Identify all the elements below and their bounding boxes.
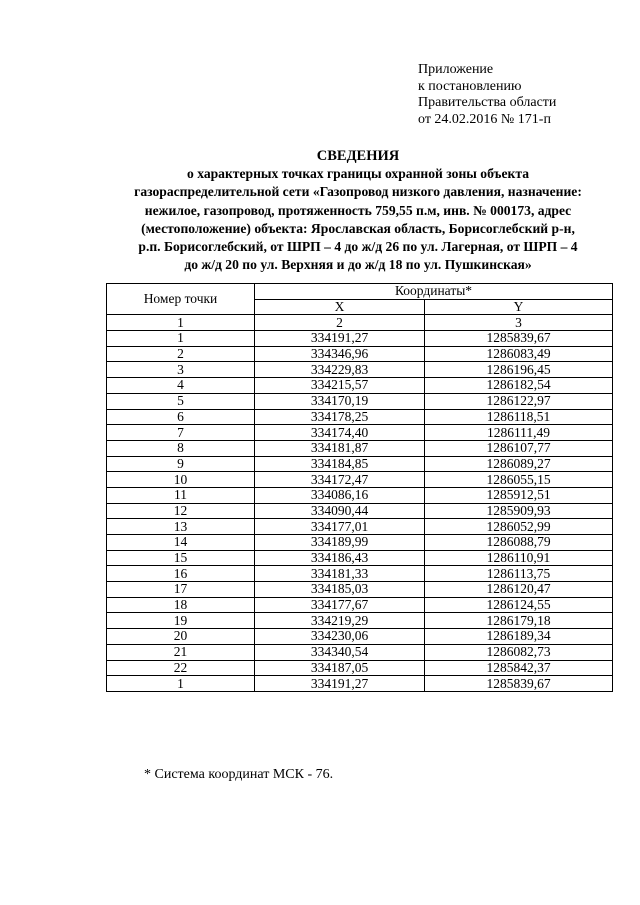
point-number-cell: 8 <box>107 440 255 456</box>
header-coordinates: Координаты* <box>255 284 613 300</box>
y-coordinate-cell: 1286182,54 <box>425 378 613 394</box>
table-row <box>107 676 613 692</box>
table-row <box>107 409 613 425</box>
point-number-cell: 18 <box>107 597 255 613</box>
appendix-line: Приложение <box>418 62 494 77</box>
x-coordinate-cell: 334170,19 <box>255 393 425 409</box>
table-row <box>107 472 613 488</box>
y-coordinate-cell: 1286052,99 <box>425 519 613 535</box>
y-coordinate-cell: 1285909,93 <box>425 503 613 519</box>
y-coordinate-cell: 1286196,45 <box>425 362 613 378</box>
point-number-cell: 6 <box>107 409 255 425</box>
point-number-cell: 10 <box>107 472 255 488</box>
point-number-cell: 21 <box>107 644 255 660</box>
table-row <box>107 331 613 347</box>
y-coordinate-cell: 1286088,79 <box>425 535 613 551</box>
header-y: Y <box>425 299 613 315</box>
heading-line: о характерных точках границы охранной зоны объекта <box>187 166 529 181</box>
x-coordinate-cell: 334219,29 <box>255 613 425 629</box>
point-number-cell: 2 <box>107 346 255 362</box>
x-coordinate-cell: 334346,96 <box>255 346 425 362</box>
point-number-cell: 4 <box>107 378 255 394</box>
table-row <box>107 456 613 472</box>
appendix-line: к постановлению <box>418 78 522 94</box>
y-coordinate-cell: 1285839,67 <box>425 676 613 692</box>
index-cell: 3 <box>425 315 613 331</box>
index-cell: 1 <box>107 315 255 331</box>
table-row <box>107 362 613 378</box>
table-row <box>107 644 613 660</box>
point-number-cell: 17 <box>107 582 255 598</box>
table-row <box>107 440 613 456</box>
heading-line: нежилое, газопровод, протяженность 759,55 п.м, инв. № 000173, адрес <box>144 202 572 218</box>
point-number-cell: 7 <box>107 425 255 441</box>
x-coordinate-cell: 334181,87 <box>255 440 425 456</box>
y-coordinate-cell: 1286122,97 <box>425 393 613 409</box>
x-coordinate-cell: 334189,99 <box>255 535 425 551</box>
x-coordinate-cell: 334215,57 <box>255 378 425 394</box>
x-coordinate-cell: 334086,16 <box>255 487 425 503</box>
heading-line: (местоположение) объекта: Ярославская область, Борисоглебский р-н, <box>141 220 575 236</box>
point-number-cell: 9 <box>107 456 255 472</box>
x-coordinate-cell: 334191,27 <box>255 676 425 692</box>
y-coordinate-cell: 1286124,55 <box>425 597 613 613</box>
point-number-cell: 11 <box>107 487 255 503</box>
x-coordinate-cell: 334184,85 <box>255 456 425 472</box>
y-coordinate-cell: 1285839,67 <box>425 331 613 347</box>
y-coordinate-cell: 1285842,37 <box>425 660 613 676</box>
document-heading <box>100 148 616 275</box>
table-row <box>107 660 613 676</box>
table-row <box>107 393 613 409</box>
y-coordinate-cell: 1285912,51 <box>425 487 613 503</box>
index-cell: 2 <box>255 315 425 331</box>
appendix-line: Правительства области <box>418 95 557 110</box>
y-coordinate-cell: 1286089,27 <box>425 456 613 472</box>
table-row <box>107 503 613 519</box>
y-coordinate-cell: 1286189,34 <box>425 629 613 645</box>
point-number-cell: 3 <box>107 362 255 378</box>
y-coordinate-cell: 1286120,47 <box>425 582 613 598</box>
table-row <box>107 566 613 582</box>
header-x: X <box>255 299 425 315</box>
point-number-cell: 13 <box>107 519 255 535</box>
x-coordinate-cell: 334178,25 <box>255 409 425 425</box>
table-row <box>107 613 613 629</box>
x-coordinate-cell: 334172,47 <box>255 472 425 488</box>
y-coordinate-cell: 1286179,18 <box>425 613 613 629</box>
table-row <box>107 487 613 503</box>
y-coordinate-cell: 1286111,49 <box>425 425 613 441</box>
appendix-line: от 24.02.2016 № 171-п <box>418 111 551 127</box>
point-number-cell: 15 <box>107 550 255 566</box>
table-row <box>107 425 613 441</box>
point-number-cell: 20 <box>107 629 255 645</box>
x-coordinate-cell: 334230,06 <box>255 629 425 645</box>
x-coordinate-cell: 334174,40 <box>255 425 425 441</box>
heading-line: до ж/д 20 по ул. Верхняя и до ж/д 18 по ул. Пушкинская» <box>184 257 532 273</box>
table-row <box>107 597 613 613</box>
point-number-cell: 1 <box>107 331 255 347</box>
point-number-cell: 22 <box>107 660 255 676</box>
table-row <box>107 378 613 394</box>
coordinates-table <box>106 283 613 692</box>
table-body <box>107 331 613 692</box>
y-coordinate-cell: 1286113,75 <box>425 566 613 582</box>
table-row <box>107 629 613 645</box>
y-coordinate-cell: 1286055,15 <box>425 472 613 488</box>
table-row <box>107 346 613 362</box>
x-coordinate-cell: 334229,83 <box>255 362 425 378</box>
point-number-cell: 12 <box>107 503 255 519</box>
x-coordinate-cell: 334340,54 <box>255 644 425 660</box>
footnote: * Система координат МСК - 76. <box>144 767 334 782</box>
heading-line: р.п. Борисоглебский, от ШРП – 4 до ж/д 26 по ул. Лагерная, от ШРП – 4 <box>138 239 578 255</box>
table-row <box>107 550 613 566</box>
header-point-number: Номер точки <box>107 284 255 315</box>
x-coordinate-cell: 334186,43 <box>255 550 425 566</box>
x-coordinate-cell: 334090,44 <box>255 503 425 519</box>
table-row <box>107 582 613 598</box>
x-coordinate-cell: 334191,27 <box>255 331 425 347</box>
table-row <box>107 519 613 535</box>
point-number-cell: 19 <box>107 613 255 629</box>
y-coordinate-cell: 1286083,49 <box>425 346 613 362</box>
x-coordinate-cell: 334177,01 <box>255 519 425 535</box>
x-coordinate-cell: 334181,33 <box>255 566 425 582</box>
x-coordinate-cell: 334185,03 <box>255 582 425 598</box>
appendix-block <box>418 62 556 128</box>
table-row <box>107 535 613 551</box>
heading-line: газораспределительной сети «Газопровод низкого давления, назначение: <box>134 184 582 200</box>
y-coordinate-cell: 1286107,77 <box>425 440 613 456</box>
y-coordinate-cell: 1286082,73 <box>425 644 613 660</box>
point-number-cell: 14 <box>107 535 255 551</box>
x-coordinate-cell: 334187,05 <box>255 660 425 676</box>
x-coordinate-cell: 334177,67 <box>255 597 425 613</box>
point-number-cell: 16 <box>107 566 255 582</box>
point-number-cell: 1 <box>107 676 255 692</box>
point-number-cell: 5 <box>107 393 255 409</box>
y-coordinate-cell: 1286118,51 <box>425 409 613 425</box>
y-coordinate-cell: 1286110,91 <box>425 550 613 566</box>
table-header-row <box>107 284 613 300</box>
table-index-row <box>107 315 613 331</box>
document-title: СВЕДЕНИЯ <box>316 148 400 164</box>
